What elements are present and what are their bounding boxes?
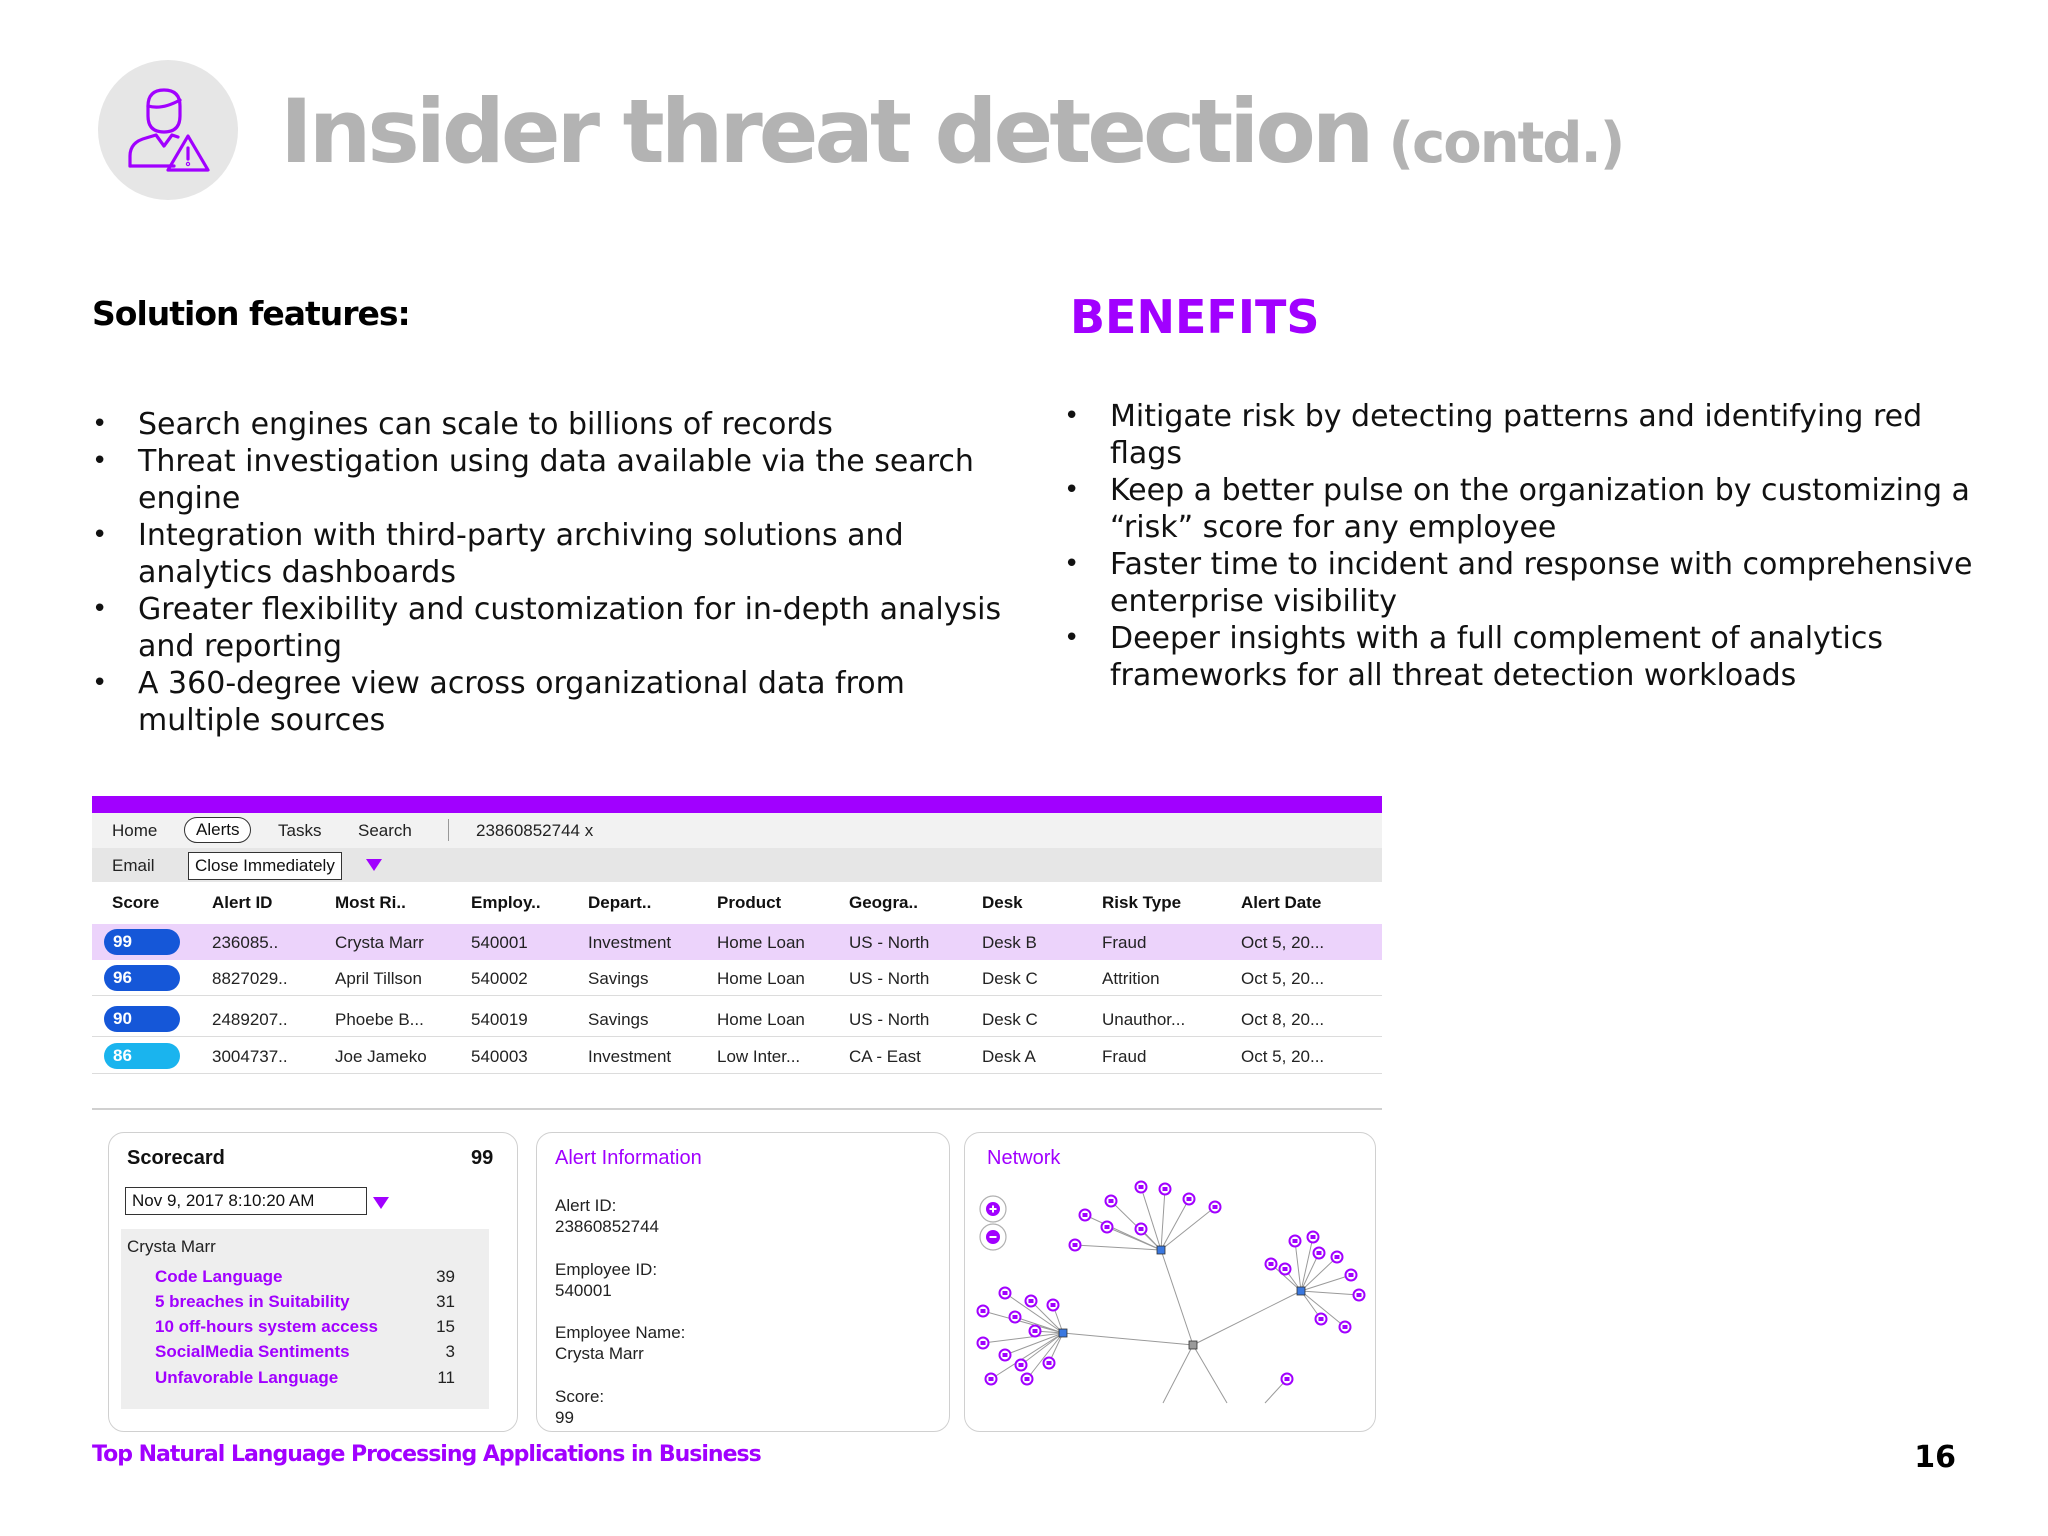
footer-text: Top Natural Language Processing Applications in Business: [92, 1442, 761, 1467]
chevron-down-icon[interactable]: [373, 1197, 389, 1209]
table-cell: Home Loan: [717, 969, 805, 988]
col-header[interactable]: Employ..: [471, 893, 541, 912]
alert-id-label: Alert ID:: [555, 1196, 617, 1215]
network-leaf-marker: [1013, 1315, 1018, 1319]
table-cell: Desk C: [982, 1010, 1038, 1029]
network-leaf-marker: [1269, 1262, 1274, 1266]
scorecard-employee-name: Crysta Marr: [127, 1237, 216, 1256]
col-header[interactable]: Risk Type: [1102, 893, 1182, 912]
network-leaf-marker: [1343, 1325, 1348, 1329]
network-leaf-marker: [1139, 1185, 1144, 1189]
network-leaf-marker: [1019, 1363, 1024, 1367]
network-leaf-marker: [1311, 1235, 1316, 1239]
network-leaf-marker: [1025, 1377, 1030, 1381]
network-leaf-marker: [1003, 1291, 1008, 1295]
solution-heading: Solution features:: [92, 294, 410, 333]
zoom-out-icon[interactable]: [980, 1224, 1006, 1250]
network-leaf-marker: [1083, 1213, 1088, 1217]
network-leaf-marker: [1357, 1293, 1362, 1297]
scorecard-title: Scorecard: [127, 1147, 225, 1169]
table-cell: Desk A: [982, 1047, 1036, 1066]
table-cell: Attrition: [1102, 969, 1160, 988]
network-leaf-marker: [1293, 1239, 1298, 1243]
action-select[interactable]: Close Immediately: [188, 852, 342, 880]
solution-item: • Greater flexibility and customization for in-depth analysis and reporting: [92, 591, 1012, 665]
table-cell: Low Inter...: [717, 1047, 801, 1066]
network-hub-node[interactable]: [1157, 1246, 1165, 1254]
network-hub-node[interactable]: [1059, 1329, 1067, 1337]
score-badge: 96: [104, 965, 180, 991]
score-value: 99: [555, 1408, 574, 1427]
nav-search[interactable]: Search: [358, 821, 412, 840]
score-badge: 90: [104, 1006, 180, 1032]
nav-home[interactable]: Home: [112, 821, 158, 840]
header-icon-circle: [98, 60, 238, 200]
score-badge: 86: [104, 1043, 180, 1069]
table-cell: Investment: [588, 933, 672, 952]
zoom-in-icon[interactable]: [980, 1196, 1006, 1222]
table-cell: Home Loan: [717, 1010, 805, 1029]
benefit-item: • Faster time to incident and response with comprehensive enterprise visibility: [1064, 546, 1984, 620]
network-leaf-marker: [1317, 1251, 1322, 1255]
dashboard-screenshot: [92, 796, 1382, 1427]
network-leaf-marker: [1003, 1353, 1008, 1357]
app-top-bar: [92, 796, 1382, 813]
table-cell: Oct 5, 20...: [1241, 969, 1325, 988]
employee-name-label: Employee Name:: [555, 1323, 686, 1342]
table-cell: 2489207..: [212, 1010, 288, 1029]
table-cell: Desk B: [982, 933, 1037, 952]
table-cell: Oct 5, 20...: [1241, 933, 1325, 952]
table-cell: 540019: [471, 1010, 528, 1029]
network-leaf-marker: [981, 1341, 986, 1345]
network-leaf-marker: [1319, 1317, 1324, 1321]
person-warning-icon: [126, 86, 210, 172]
table-cell: Savings: [588, 969, 649, 988]
table-row[interactable]: [92, 924, 1382, 960]
table-cell: Fraud: [1102, 933, 1147, 952]
open-alert-tab[interactable]: 23860852744 x: [476, 821, 594, 840]
table-cell: 8827029..: [212, 969, 288, 988]
network-leaf-marker: [1033, 1329, 1038, 1333]
network-leaf-marker: [1139, 1227, 1144, 1231]
employee-name-value: Crysta Marr: [555, 1344, 644, 1363]
solution-item: • Threat investigation using data available via the search engine: [92, 443, 1012, 517]
page-title: [280, 80, 1623, 183]
table-cell: Savings: [588, 1010, 649, 1029]
benefit-item: • Deeper insights with a full complement of analytics frameworks for all threat detection workloads: [1064, 620, 1984, 694]
scorecard-item-value: 15: [436, 1317, 455, 1336]
table-cell: 540002: [471, 969, 528, 988]
nav-tasks[interactable]: Tasks: [278, 821, 322, 840]
table-row[interactable]: [92, 1038, 1382, 1074]
table-cell: 540001: [471, 933, 528, 952]
scorecard-item-label[interactable]: 10 off-hours system access: [155, 1317, 378, 1336]
table-cell: Desk C: [982, 969, 1038, 988]
network-leaf-marker: [1105, 1225, 1110, 1229]
network-hub-node[interactable]: [1297, 1287, 1305, 1295]
nav-divider: [448, 819, 449, 841]
table-cell: Phoebe B...: [335, 1010, 424, 1029]
table-cell: 3004737..: [212, 1047, 288, 1066]
network-leaf-marker: [1051, 1303, 1056, 1307]
section-divider: [92, 1108, 1382, 1110]
network-leaf-marker: [981, 1309, 986, 1313]
filter-bar: [92, 848, 1382, 882]
network-title: Network: [987, 1147, 1061, 1169]
network-leaf-marker: [1047, 1361, 1052, 1365]
table-cell: Crysta Marr: [335, 933, 424, 952]
employee-id-label: Employee ID:: [555, 1260, 658, 1279]
alert-info-title: Alert Information: [555, 1147, 702, 1169]
benefit-item: • Keep a better pulse on the organization by customizing a “risk” score for any employee: [1064, 472, 1984, 546]
col-header[interactable]: Score: [112, 893, 160, 912]
network-leaf-marker: [1163, 1187, 1168, 1191]
col-header[interactable]: Desk: [982, 893, 1023, 912]
title-main: Insider threat detection: [280, 80, 1371, 183]
scorecard-item-label[interactable]: SocialMedia Sentiments: [155, 1342, 350, 1361]
scorecard-item-value: 3: [445, 1342, 455, 1361]
chevron-down-icon[interactable]: [366, 859, 382, 871]
network-leaf-marker: [1349, 1273, 1354, 1277]
table-cell: US - North: [849, 1010, 930, 1029]
scorecard-item-label[interactable]: Code Language: [155, 1267, 283, 1286]
scorecard-score: 99: [471, 1147, 494, 1169]
solution-list: [92, 406, 1012, 739]
table-cell: Joe Jameko: [335, 1047, 427, 1066]
score-label: Score:: [555, 1387, 605, 1406]
col-header[interactable]: Alert Date: [1241, 893, 1322, 912]
table-cell: Investment: [588, 1047, 672, 1066]
table-row[interactable]: [92, 960, 1382, 996]
col-header[interactable]: Alert ID: [212, 893, 273, 912]
solution-item: • Search engines can scale to billions of records: [92, 406, 1012, 443]
col-header[interactable]: Most Ri..: [335, 893, 406, 912]
page-number: 16: [1914, 1440, 1956, 1475]
network-leaf-marker: [1029, 1299, 1034, 1303]
network-leaf-marker: [1187, 1197, 1192, 1201]
table-cell: 236085..: [212, 933, 279, 952]
email-filter-label: Email: [112, 856, 155, 875]
table-cell: Oct 8, 20...: [1241, 1010, 1325, 1029]
scorecard-item-label[interactable]: Unfavorable Language: [155, 1368, 339, 1387]
table-cell: Unauthor...: [1102, 1010, 1186, 1029]
scorecard-item-label[interactable]: 5 breaches in Suitability: [155, 1292, 350, 1311]
scorecard-date-select[interactable]: Nov 9, 2017 8:10:20 AM: [125, 1187, 367, 1215]
network-leaf-marker: [1283, 1267, 1288, 1271]
table-cell: Oct 5, 20...: [1241, 1047, 1325, 1066]
scorecard-breakdown: [121, 1229, 489, 1409]
scorecard-item-value: 11: [437, 1368, 455, 1387]
col-header[interactable]: Depart..: [588, 893, 652, 912]
scorecard-item-value: 39: [436, 1267, 455, 1286]
benefit-item: • Mitigate risk by detecting patterns and identifying red flags: [1064, 398, 1984, 472]
benefits-heading: BENEFITS: [1070, 290, 1320, 344]
table-row[interactable]: [92, 1001, 1382, 1037]
table-cell: CA - East: [849, 1047, 921, 1066]
table-cell: Fraud: [1102, 1047, 1147, 1066]
network-leaf-marker: [1285, 1377, 1290, 1381]
table-cell: US - North: [849, 933, 930, 952]
network-hub-node[interactable]: [1189, 1341, 1197, 1349]
solution-item: • A 360-degree view across organizational data from multiple sources: [92, 665, 1012, 739]
scorecard-item-value: 31: [436, 1292, 455, 1311]
alert-info-panel: [536, 1132, 950, 1432]
network-graph[interactable]: [965, 1133, 1377, 1433]
nav-alerts[interactable]: Alerts: [184, 817, 251, 843]
network-panel: [964, 1132, 1376, 1432]
benefits-list: [1064, 398, 1984, 694]
network-leaf-marker: [1073, 1243, 1078, 1247]
network-leaf-marker: [989, 1377, 994, 1381]
scorecard-panel: [108, 1132, 518, 1432]
solution-item: • Integration with third-party archiving solutions and analytics dashboards: [92, 517, 1012, 591]
network-leaf-marker: [1335, 1255, 1340, 1259]
network-leaf-marker: [1213, 1205, 1218, 1209]
table-cell: Home Loan: [717, 933, 805, 952]
table-cell: US - North: [849, 969, 930, 988]
col-header[interactable]: Product: [717, 893, 782, 912]
table-cell: April Tillson: [335, 969, 422, 988]
network-leaf-marker: [1109, 1199, 1114, 1203]
score-badge: 99: [104, 929, 180, 955]
title-subtitle: (contd.): [1388, 111, 1624, 176]
employee-id-value: 540001: [555, 1281, 612, 1300]
col-header[interactable]: Geogra..: [849, 893, 918, 912]
nav-bar: [92, 813, 1382, 848]
alert-id-value: 23860852744: [555, 1217, 660, 1236]
table-cell: 540003: [471, 1047, 528, 1066]
